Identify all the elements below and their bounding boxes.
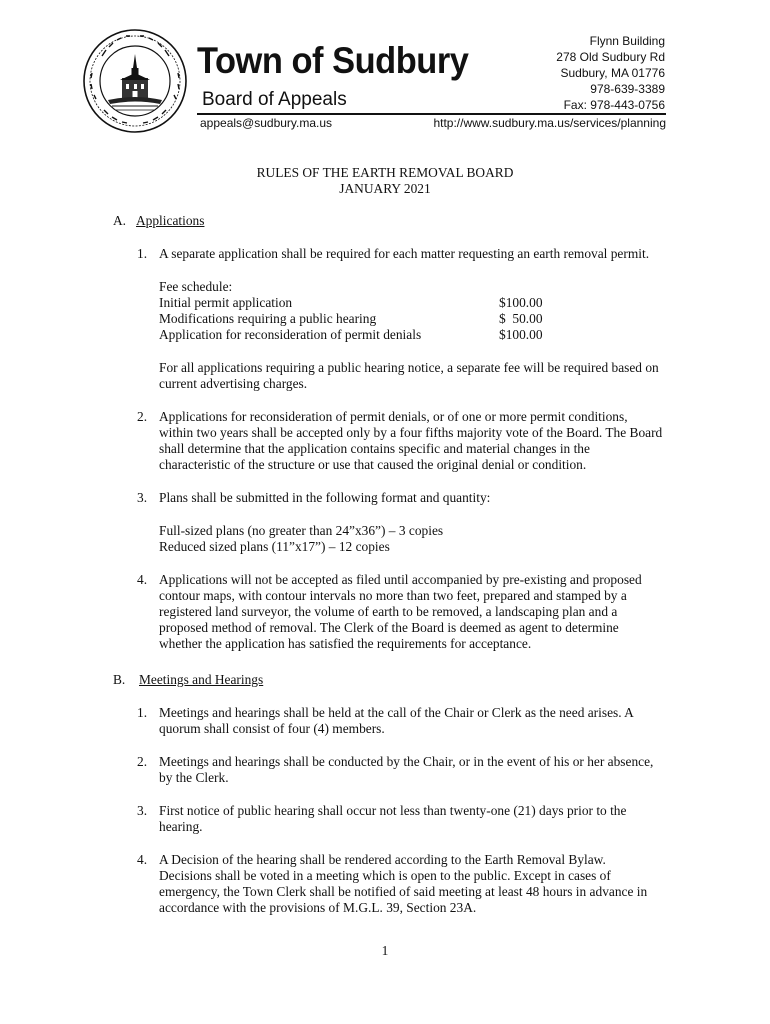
list-number: 4. [137,572,148,587]
paragraph-line: A separate application shall be required for each matter requesting an earth removal permit. [159,246,650,261]
paragraph-line: current advertising charges. [159,376,308,391]
list-number: 2. [137,754,148,769]
list-number: 2. [137,409,148,424]
fee-label: Application for reconsideration of permit denials [159,327,422,342]
website-link[interactable]: http://www.sudbury.ma.us/services/planning [433,116,666,130]
paragraph-line: whether the application has satisfied the requirements for acceptance. [159,636,532,651]
paragraph-line: Meetings and hearings shall be conducted by the Chair, or in the event of his or her absence, [159,754,654,769]
paragraph-line: For all applications requiring a public hearing notice, a separate fee will be required based on [159,360,659,375]
paragraph-line: Applications will not be accepted as filed until accompanied by pre-existing and proposed [159,572,642,587]
address-line: 278 Old Sudbury Rd [556,50,665,64]
paragraph-line: Decisions shall be voted in a meeting which is open to the public. Except in cases of [159,868,611,883]
fax-number: Fax: 978-443-0756 [563,98,665,112]
paragraph-line: by the Clerk. [159,770,229,785]
page-number: 1 [381,943,389,958]
email-link[interactable]: appeals@sudbury.ma.us [200,116,333,130]
paragraph-line: within two years shall be accepted only by a four fifths majority vote of the Board. The Board [159,425,663,440]
fee-amount: $100.00 [499,327,543,342]
board-name: Board of Appeals [202,89,347,110]
paragraph-line: accordance with the provisions of M.G.L. 39, Section 23A. [159,900,477,915]
document-date: JANUARY 2021 [339,181,431,196]
header-divider [197,113,666,115]
paragraph-line: shall determine that the application contains specific and material changes in the [159,441,590,456]
paragraph-line: Plans shall be submitted in the following format and quantity: [159,490,491,505]
paragraph-line: characteristic of the structure or use that caused the original denial or condition. [159,457,587,472]
document-title: RULES OF THE EARTH REMOVAL BOARD [256,165,514,180]
fee-label: Modifications requiring a public hearing [159,311,377,326]
contact-address-block [556,33,665,113]
paragraph-line: First notice of public hearing shall occur not less than twenty-one (21) days prior to the [159,803,627,818]
section-heading-meetings: Meetings and Hearings [139,672,264,687]
paragraph-line: A Decision of the hearing shall be rendered according to the Earth Removal Bylaw. [159,852,606,867]
fee-amount: $ 50.00 [499,311,543,326]
town-seal-icon [82,28,188,134]
section-letter: B. [113,672,126,687]
section-heading-applications: Applications [136,213,205,228]
paragraph-line: Meetings and hearings shall be held at the call of the Chair or Clerk as the need arises. A [159,705,634,720]
paragraph-line: emergency, the Town Clerk shall be notified of said meeting at least 48 hours in advance in [159,884,648,899]
fee-label: Initial permit application [159,295,293,310]
address-line: Sudbury, MA 01776 [560,66,665,80]
paragraph-line: hearing. [159,819,203,834]
paragraph-line: quorum shall consist of four (4) members. [159,721,385,736]
list-number: 1. [137,705,148,720]
paragraph-line: proposed method of removal. The Clerk of the Board is deemed as agent to determine [159,620,619,635]
address-line: Flynn Building [589,34,665,48]
fee-schedule-heading: Fee schedule: [159,279,233,294]
plan-requirement: Reduced sized plans (11”x17”) – 12 copies [159,539,390,554]
list-number: 3. [137,803,148,818]
phone-number: 978-639-3389 [590,82,665,96]
paragraph-line: Applications for reconsideration of permit denials, or of one or more permit conditions, [159,409,628,424]
section-letter: A. [113,213,127,228]
fee-amount: $100.00 [499,295,543,310]
paragraph-line: registered land surveyor, the volume of earth to be removed, a landscaping plan and a [159,604,618,619]
list-number: 1. [137,246,148,261]
town-name: Town of Sudbury [197,40,469,81]
paragraph-line: contour maps, with contour intervals no more than two feet, prepared and stamped by a [159,588,627,603]
plan-requirement: Full-sized plans (no greater than 24”x36”) – 3 copies [159,523,444,538]
list-number: 4. [137,852,148,867]
list-number: 3. [137,490,148,505]
